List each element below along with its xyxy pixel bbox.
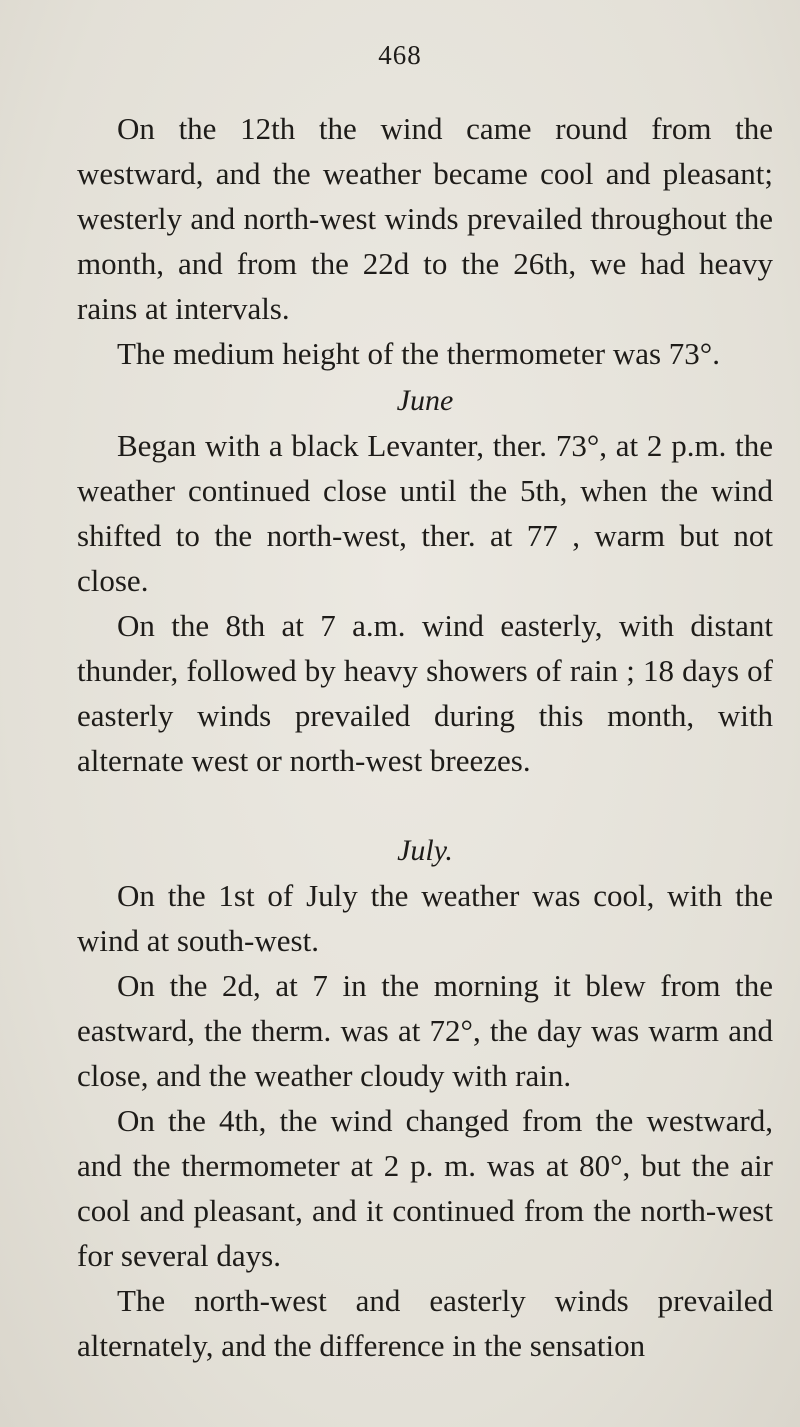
july-paragraph: On the 1st of July the weather was cool, with the wind at south-west. [77, 878, 773, 958]
july-paragraph: The north-west and easterly winds prevailed alternately, and the difference in the sensation [77, 1283, 773, 1363]
june-section [77, 378, 773, 783]
june-paragraph: Began with a black Levanter, ther. 73°, at 2 p.m. the weather continued close until the 5th, when the wind shifted to the north-west, ther. at 77 , warm but not close. [77, 428, 773, 598]
july-section [77, 828, 773, 1368]
june-heading: June [396, 384, 454, 417]
july-heading: July. [397, 834, 453, 867]
june-paragraph: On the 8th at 7 a.m. wind easterly, with distant thunder, followed by heavy showers of rain ; 18 days of easterly winds prevailed during this month, with alternate west or north-west breezes. [77, 608, 773, 778]
intro-section [77, 106, 773, 376]
page-number: 468 [378, 40, 422, 70]
july-paragraph: On the 2d, at 7 in the morning it blew from the eastward, the therm. was at 72°, the day was warm and close, and the weather cloudy with rain. [77, 968, 773, 1093]
july-paragraph: On the 4th, the wind changed from the westward, and the thermometer at 2 p. m. was at 80°, but the air cool and pleasant, and it continued from the north-west for several days. [77, 1103, 773, 1273]
intro-paragraph: The medium height of the thermometer was 73°. [117, 336, 720, 371]
intro-paragraph: On the 12th the wind came round from the westward, and the weather became cool and pleasant; westerly and north-west winds prevailed throughout the month, and from the 22d to the 26th, we had heavy rains at intervals. [77, 111, 773, 326]
